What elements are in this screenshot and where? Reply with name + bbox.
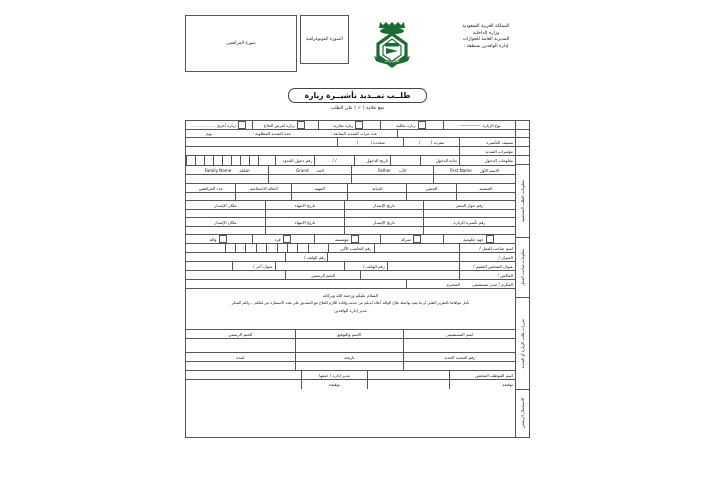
checkbox-treatment-visit[interactable] [297,121,305,129]
medical-note-cell [186,289,515,329]
other-visit-dots: ................ [190,122,217,128]
computer-digit-box[interactable] [287,244,297,252]
gender-header: الجنس [406,184,455,192]
extension-indicators-label: مؤشرات التمديد [459,147,515,155]
title-area [185,83,530,111]
hospital-signature-input[interactable] [295,339,404,352]
checkbox-business-visit[interactable] [355,121,363,129]
gender-input[interactable] [406,193,455,200]
checkbox-government-entity[interactable] [486,235,494,243]
religion-header: الديانة [347,184,406,192]
visa-issue-place-header: مكان الإصدار [214,219,237,225]
marital-status-input[interactable] [235,193,291,200]
companions-count-header: عدد المرافقين [198,185,223,191]
extension-date-header: تاريخه [295,353,404,361]
sponsor-type-row [186,235,515,244]
nationality-input[interactable] [456,193,515,200]
entry-digit-box[interactable] [204,156,213,165]
visa-type-family[interactable]: زيارة عائلية [380,121,443,129]
entry-number-label: رقم دخول الحدود [275,156,314,165]
employer-phone-input[interactable] [186,253,285,261]
computer-digit-box[interactable] [235,244,245,252]
checkbox-family-visit[interactable] [418,121,426,129]
entry-info-row [186,156,515,166]
occupation-header: المهنة [291,184,347,192]
other-address-label: عنوان آخر / [232,262,275,270]
side-label-official-use: للاستعمال الرسمي [519,398,525,429]
religion-input[interactable] [347,193,406,200]
entry-digit-box[interactable] [258,156,267,165]
entry-digit-box[interactable] [195,156,204,165]
visa-issue-place-input[interactable] [186,227,265,234]
name-header-row [186,166,515,175]
attributes-input-row [186,193,515,201]
employer-address-label: العنوان / [459,253,515,261]
passport-number-input[interactable] [423,210,515,217]
entry-digit-box[interactable] [222,156,231,165]
fax-seal-blank[interactable] [186,271,285,279]
employer-name-label: اسم صاحب العمل / [459,244,515,252]
sponsor-type-government[interactable]: جهة حكومية [443,235,515,243]
org-line-directorate: المديرية العامة للجوازات [462,37,510,43]
entry-date-value[interactable]: / / [314,156,353,165]
attributes-header-row [186,184,515,193]
name-grand-header: الجد Grand [268,166,350,174]
svg-text:الجوازات: الجوازات [384,58,400,63]
visa-type-other[interactable]: زيارة أخرى ................ [186,121,252,129]
org-line-ministry: وزارة الداخلية [472,30,500,36]
manager-signature-label: توقيعه [301,380,367,389]
side-spacer-extension [516,130,529,138]
hospital-seal-header: الختم الرسمي [228,331,253,337]
resident-address-input[interactable] [387,262,459,270]
extension-duration-input[interactable] [186,362,295,370]
manager-signature-input[interactable] [186,380,301,389]
resident-address-row [186,262,515,271]
passport-expiry-date-input[interactable] [265,210,344,217]
saudi-emblem-icon [370,20,414,70]
employer-address-input[interactable] [327,253,459,261]
officer-manager-row [186,371,515,380]
fax-input[interactable] [360,271,459,279]
hospital-signature-header: الاسم والتوقيع [295,330,404,338]
computer-digit-box[interactable] [318,244,327,252]
companions-photo-box [185,15,297,72]
computer-digit-box[interactable] [308,244,318,252]
visa-number-header: رقم تأشيرة الزيارة [423,218,515,226]
extension-indicators-row [186,147,515,156]
medical-note-row [186,289,515,330]
sponsor-official-seal: الختم الرسمي [285,271,361,279]
hospital-name-header: اسم المستشفى [403,330,515,338]
entry-number-boxes[interactable] [186,156,275,165]
new-extension-number-header: رقم التمديد الجديد [403,353,515,361]
visa-input-row [186,227,515,235]
other-address-input[interactable] [186,262,232,270]
resident-address-label: عنوان الشخص المقيم / [459,262,515,270]
officer-signature-label: توقيعه [449,380,515,389]
medical-greeting: السلام عليكم ورحمة الله وبركاته [322,293,379,298]
employer-address-row [186,253,515,262]
side-label-extension-indicators [516,147,529,156]
official-use-input-row [186,362,515,371]
computer-number-boxes[interactable] [186,244,327,252]
organization-block [426,24,546,51]
applicant-photo-label: الصورة الفوتوغرافية [306,37,343,42]
computer-digit-box[interactable] [245,244,255,252]
manager-input[interactable] [186,371,301,379]
fax-seal-row [186,271,515,280]
entry-digit-box[interactable] [249,156,258,165]
extension-indicators-blank[interactable] [186,147,459,155]
hospital-signature-header-row [186,330,515,339]
name-family-input[interactable] [186,175,268,183]
passport-issue-date-header: تاريخ الإصدار [344,201,423,209]
visa-number-input[interactable] [423,227,515,234]
sponsor-type-company[interactable]: شركة [380,235,443,243]
org-line-department: إدارة الوافدين بمنطقة : [463,43,509,49]
passport-issue-date-input[interactable] [344,210,423,217]
medical-body: نأمل موافاتنا بالتقرير الطبي أو ما يفيد بواصلة علاج الوافد أعلاه لديكم من عدمه وإفادة اللازم للعلاج مع التصديق على هذه الاستمارة من قبلكم .. ولكم الشكر [231,300,470,305]
checkbox-expatriate[interactable] [219,235,227,243]
page-title: طلــب تمــديد تأشيــرة زيارة [288,88,428,103]
form-table [185,120,530,438]
visa-issue-date-header: تاريخ الإصدار [344,218,423,226]
name-father-input[interactable] [351,175,433,183]
extension-spacer [397,130,515,137]
section-label-column [515,121,529,437]
form-header [0,0,720,80]
computer-digit-box[interactable] [297,244,307,252]
hospital-signature-input-row [186,339,515,353]
computer-digit-box[interactable] [266,244,276,252]
visa-header-row [186,218,515,227]
visa-class-blank[interactable] [186,138,337,146]
name-first-header: الاسم الأول First Name [433,166,515,174]
name-grand-input[interactable] [268,175,350,183]
employer-name-input[interactable] [374,244,460,252]
entry-digit-box[interactable] [186,156,195,165]
title-subtitle: ضع علامة ( ✓ ) على الطلب [330,106,385,111]
companions-photo-label: صورة المرافقين [226,41,256,46]
employer-name-row [186,244,515,253]
extension-date-input[interactable] [295,362,404,370]
official-use-header-row [186,353,515,362]
form-body [186,121,515,437]
visa-class-row [186,138,515,147]
visa-issue-date-input[interactable] [344,227,423,234]
sponsor-type-individual[interactable]: فرد [252,235,315,243]
visa-class-multiple[interactable]: متعددة ( ) [337,138,403,146]
checkbox-establishment[interactable] [351,235,359,243]
visa-type-treatment[interactable]: زيارة لغرض العلاج [252,121,318,129]
resident-phone-input[interactable] [275,262,344,270]
computer-digit-box[interactable] [256,244,266,252]
requested-duration-cell[interactable]: مدة التمديد المطلوبة : [252,131,291,136]
marital-status-header: الحالة الاجتماعية [235,184,291,192]
side-label-entry-info [516,156,529,165]
passport-issue-place-input[interactable] [186,210,265,217]
side-label-sponsor-info: معلومات صاحب العمل [516,238,529,298]
entry-digit-box[interactable] [267,156,275,165]
extension-summary-row [186,130,515,138]
computer-digit-box[interactable] [225,244,235,252]
nationality-header: الجنسية [456,184,515,192]
name-family-header: العائلة Family Name [204,167,250,173]
employer-phone-label: رقم الهاتف / [285,253,328,261]
medical-signoff: مدير إدارة الوافدين [334,307,367,313]
entry-start-label: بداية الدخول [420,156,459,165]
side-label-visa-class [516,138,529,147]
passport-expiry-date-header: تاريخ الانتهاء [265,201,344,209]
fax-label: الفاكس / [459,271,515,279]
checkbox-company[interactable] [413,235,421,243]
new-extension-number-input[interactable] [403,362,515,370]
name-input-row [186,175,515,184]
previous-extensions-cell[interactable]: عدد مرات التمديد السابقة : [330,131,378,136]
name-father-header: الأب Father [351,166,433,174]
passport-header-row [186,201,515,210]
org-line-kingdom: المملكة العربية السعودية [462,24,510,29]
hospital-addressee-row [186,280,515,289]
companions-count-input[interactable] [186,193,235,200]
sponsor-type-expatriate[interactable]: وافد [186,235,252,243]
computer-number-label: رقم الحاسب الآلي [328,244,374,252]
sponsor-type-establishment[interactable]: مؤسسة [314,235,380,243]
hospital-addressee-input[interactable] [186,280,406,288]
resident-phone-label: رقم الهاتف / [344,262,387,270]
checkbox-other-visit[interactable] [238,121,246,129]
entry-start-value[interactable] [390,156,420,165]
passport-number-header: رقم جواز السفر [423,201,515,209]
officer-signature-input[interactable] [367,380,449,389]
side-spacer-visa-type [516,121,529,130]
entry-date-label: تاريخ الدخول [354,156,390,165]
duration-day-cell: يوم [206,131,212,136]
visa-class-label: تصنيف التأشيرة [459,138,515,146]
visa-type-row [186,121,515,130]
passport-input-row [186,210,515,218]
passport-issue-place-header: مكان الإصدار [214,202,237,208]
checkbox-individual[interactable] [283,235,291,243]
visa-type-label-cell: نوع الزيارة ————— [443,121,515,129]
visa-type-business[interactable]: زيارة تجارية [318,121,381,129]
visa-expiry-date-header: تاريخ الانتهاء [265,218,344,226]
side-label-visit-reasons: مبررات طلب الزيارة أو التمديد [516,298,529,390]
applicant-photo-box [300,15,349,64]
officer-name-label: اسم الموظف المختص [449,371,515,379]
visa-class-single[interactable]: مفرده ( ) [403,138,459,146]
occupation-input[interactable] [291,193,347,200]
entry-digit-box[interactable] [213,156,222,165]
side-label-personal-info: معلومات الطلب الشخصية [516,165,529,239]
manager-label: مدير إدارة / ختمها [301,371,367,379]
name-first-input[interactable] [433,175,515,183]
visa-expiry-date-input[interactable] [265,227,344,234]
entry-digit-box[interactable] [231,156,240,165]
entry-digit-box[interactable] [240,156,249,165]
hospital-seal-input[interactable] [186,339,295,352]
officer-name-input[interactable] [367,371,449,379]
extension-duration-header: لمدة [236,354,245,360]
entry-info-label: معلومات الدخول [459,156,515,165]
computer-digit-box[interactable] [277,244,287,252]
hospital-name-input[interactable] [403,339,515,352]
signature-row [186,380,515,389]
hospital-addressee-label: المكرم / مدير مستشفى المحترم [406,280,515,288]
